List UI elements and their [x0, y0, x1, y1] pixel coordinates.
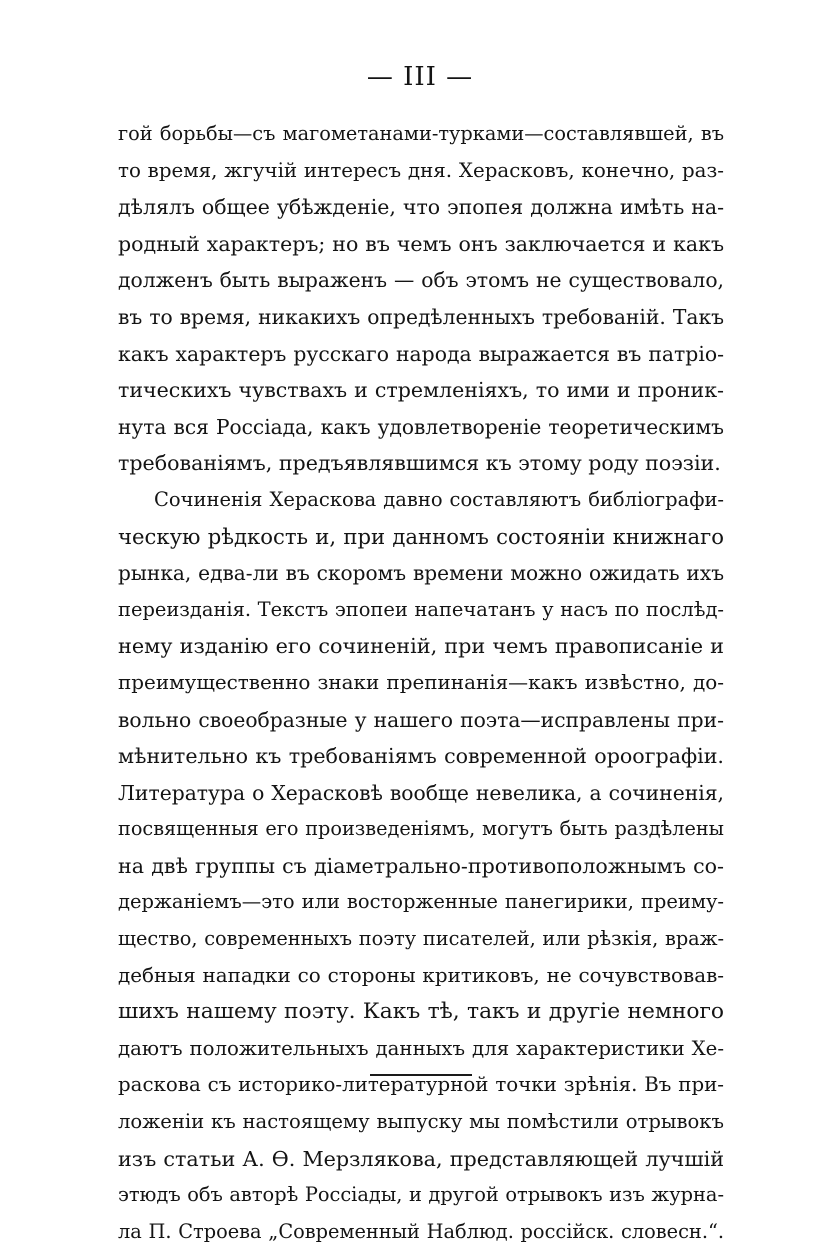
paragraph-2 [118, 482, 724, 1250]
text-line: щество, современныхъ поэту писателей, или рѣзкія, враж- [118, 927, 724, 951]
text-line: Литература о Херасковѣ вообще невелика, а сочиненія, [118, 780, 724, 805]
text-line: Сочиненія Хераскова давно составляютъ библіографи- [154, 487, 724, 511]
text-line: нему изданію его сочиненій, при чемъ правописаніе и [118, 634, 724, 659]
text-line: долженъ быть выраженъ — объ этомъ не существовало, [118, 268, 724, 293]
text-line: рынка, едва-ли въ скоромъ времени можно ожидать ихъ [118, 561, 724, 586]
text-line: въ то время, никакихъ опредѣленныхъ требованій. Такъ [118, 304, 724, 329]
body-text [118, 116, 724, 1250]
text-line: гой борьбы—съ магометанами-турками—составлявшей, въ [118, 122, 724, 145]
text-line: изъ статьи А. Ѳ. Мерзлякова, представляющей лучшій [118, 1146, 724, 1171]
text-line: дебныя нападки со стороны критиковъ, не сочувствовав- [118, 963, 724, 987]
text-line: ложеніи къ настоящему выпуску мы помѣстили отрывокъ [118, 1110, 724, 1134]
text-line: тическихъ чувствахъ и стремленіяхъ, то ими и проник- [118, 378, 724, 403]
text-line: шихъ нашему поэту. Какъ тѣ, такъ и другіе немного [118, 999, 724, 1025]
text-line: дѣлялъ общее убѣжденіе, что эпопея должна имѣть на- [118, 195, 724, 220]
text-line: посвященныя его произведеніямъ, могутъ быть раздѣлены [118, 817, 724, 841]
text-line: раскова съ историко-литературной точки зрѣнія. Въ при- [118, 1073, 724, 1097]
text-line: нута вся Россіада, какъ удовлетвореніе теоретическимъ [118, 414, 724, 439]
text-line: мѣнительно къ требованіямъ современной ороографіи. [118, 744, 724, 769]
text-line: ла П. Строева „Современный Наблюд. россійск. словесн.“. [118, 1219, 724, 1243]
text-line: держаніемъ—это или восторженные панегирики, преиму- [118, 890, 724, 914]
text-line: на двѣ группы съ діаметрально-противоположнымъ со- [118, 853, 724, 878]
text-line: ческую рѣдкость и, при данномъ состояніи книжнаго [118, 523, 724, 549]
text-line: даютъ положительныхъ данныхъ для характеристики Хе- [118, 1036, 724, 1060]
text-line: этюдъ объ авторѣ Россіады, и другой отрывокъ изъ журна- [118, 1183, 724, 1207]
text-line: какъ характеръ русскаго народа выражается въ патріо- [118, 341, 724, 366]
page-number: — III — [366, 62, 474, 92]
text-line: требованіямъ, предъявлявшимся къ этому роду поэзіи. [118, 451, 721, 476]
text-line: переизданія. Текстъ эпопеи напечатанъ у насъ по послѣд- [118, 597, 724, 621]
text-line: родный характеръ; но въ чемъ онъ заключается и какъ [118, 231, 724, 256]
paragraph-1 [118, 116, 724, 482]
text-line: вольно своеобразные у нашего поэта—исправлены при- [118, 707, 724, 732]
text-line: преимущественно знаки препинанія—какъ извѣстно, до- [118, 670, 724, 694]
text-line: то время, жгучій интересъ дня. Херасковъ, конечно, раз- [118, 158, 724, 182]
end-rule-divider [370, 1074, 472, 1076]
